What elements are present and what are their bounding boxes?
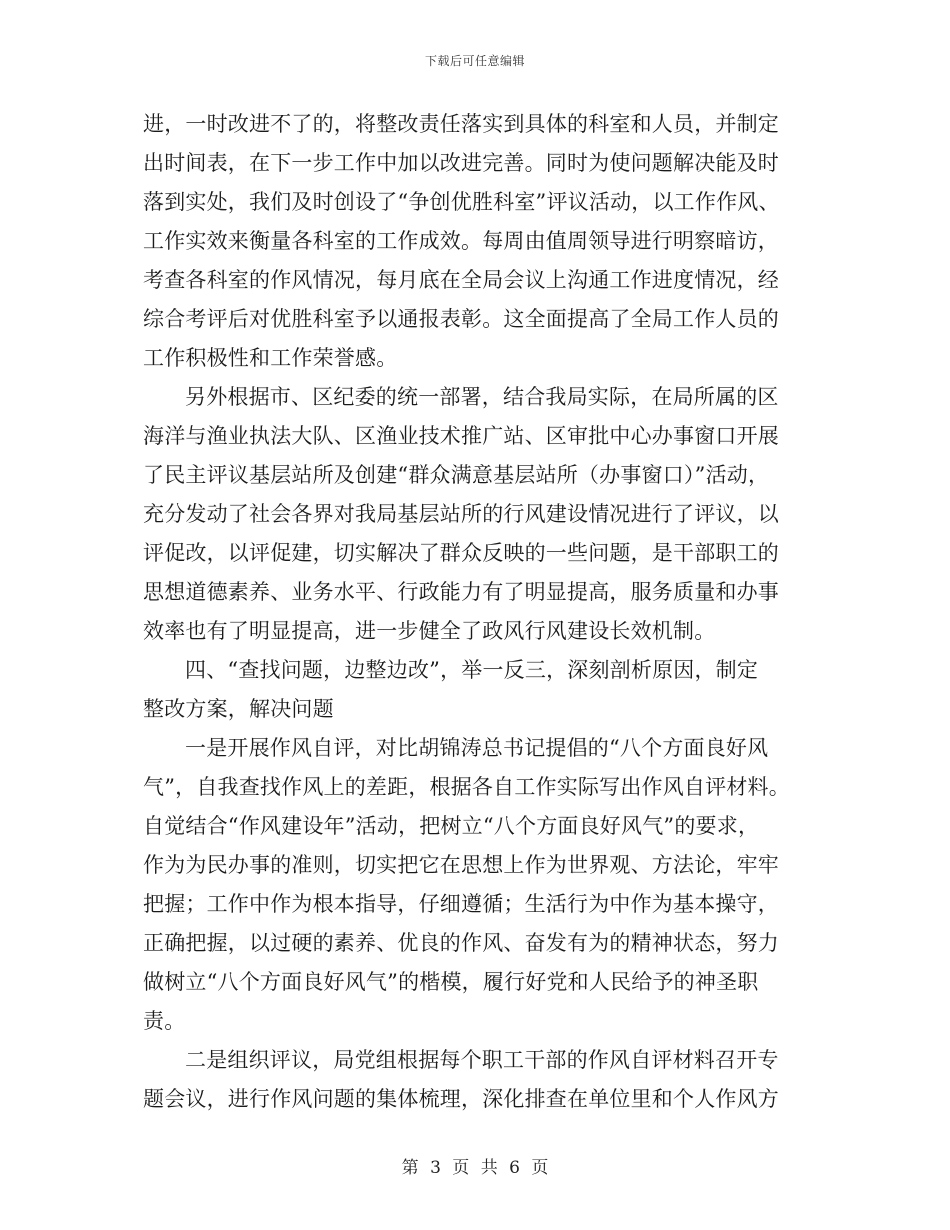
- text-line: 考查各科室的作风情况，每月底在全局会议上沟通工作进度情况，经: [143, 268, 779, 292]
- page-header: 下载后可任意编辑: [424, 54, 525, 68]
- text-line: 四、“查找问题，边整边改”，举一反三，深刻剖析原因，制定: [185, 658, 759, 682]
- text-line: 进，一时改进不了的，将整改责任落实到具体的科室和人员，并制定: [143, 112, 779, 136]
- text-line: 一是开展作风自评，对比胡锦涛总书记提倡的“八个方面良好风: [185, 736, 769, 760]
- text-line: 题会议，进行作风问题的集体梳理，深化排查在单位里和个人作风方: [143, 1087, 779, 1111]
- text-line: 另外根据市、区纪委的统一部署，结合我局实际，在局所属的区: [185, 385, 779, 409]
- text-line: 评促改，以评促建，切实解决了群众反映的一些问题，是干部职工的: [143, 541, 779, 565]
- paragraph: [143, 378, 813, 651]
- paragraph: [143, 1041, 813, 1119]
- text-line: 落到实处，我们及时创设了“争创优胜科室”评议活动，以工作作风、: [143, 190, 780, 214]
- paragraph: [143, 729, 813, 1041]
- document-body: [143, 105, 813, 1119]
- text-line: 气”，自我查找作风上的差距，根据各自工作实际写出作风自评材料。: [143, 775, 790, 799]
- text-line: 二是组织评议，局党组根据每个职工干部的作风自评材料召开专: [185, 1048, 779, 1072]
- text-line: 综合考评后对优胜科室予以通报表彰。这全面提高了全局工作人员的: [143, 307, 779, 331]
- text-line: 作为为民办事的准则，切实把它在思想上作为世界观、方法论，牢牢: [143, 853, 779, 877]
- text-line: 效率也有了明显提高，进一步健全了政风行风建设长效机制。: [143, 619, 716, 643]
- text-line: 了民主评议基层站所及创建“群众满意基层站所（办事窗口）”活动，: [143, 463, 770, 487]
- text-line: 自觉结合“作风建设年”活动，把树立“八个方面良好风气”的要求，: [143, 814, 760, 838]
- text-line: 整改方案，解决问题: [143, 697, 334, 721]
- text-line: 充分发动了社会各界对我局基层站所的行风建设情况进行了评议，以: [143, 502, 779, 526]
- text-line: 责。: [143, 1009, 186, 1033]
- page-footer: 第 3 页 共 6 页: [401, 1158, 549, 1178]
- text-line: 正确把握，以过硬的素养、优良的作风、奋发有为的精神状态，努力: [143, 931, 779, 955]
- text-line: 工作实效来衡量各科室的工作成效。每周由值周领导进行明察暗访，: [143, 229, 779, 253]
- text-line: 做树立“八个方面良好风气”的楷模，履行好党和人民给予的神圣职: [143, 970, 759, 994]
- section-heading: [143, 651, 813, 729]
- text-line: 出时间表，在下一步工作中加以改进完善。同时为使问题解决能及时: [143, 151, 779, 175]
- paragraph: [143, 105, 813, 378]
- text-line: 把握；工作中作为根本指导，仔细遵循；生活行为中作为基本操守，: [143, 892, 779, 916]
- text-line: 思想道德素养、业务水平、行政能力有了明显提高，服务质量和办事: [143, 580, 779, 604]
- text-line: 海洋与渔业执法大队、区渔业技术推广站、区审批中心办事窗口开展: [143, 424, 779, 448]
- text-line: 工作积极性和工作荣誉感。: [143, 346, 398, 370]
